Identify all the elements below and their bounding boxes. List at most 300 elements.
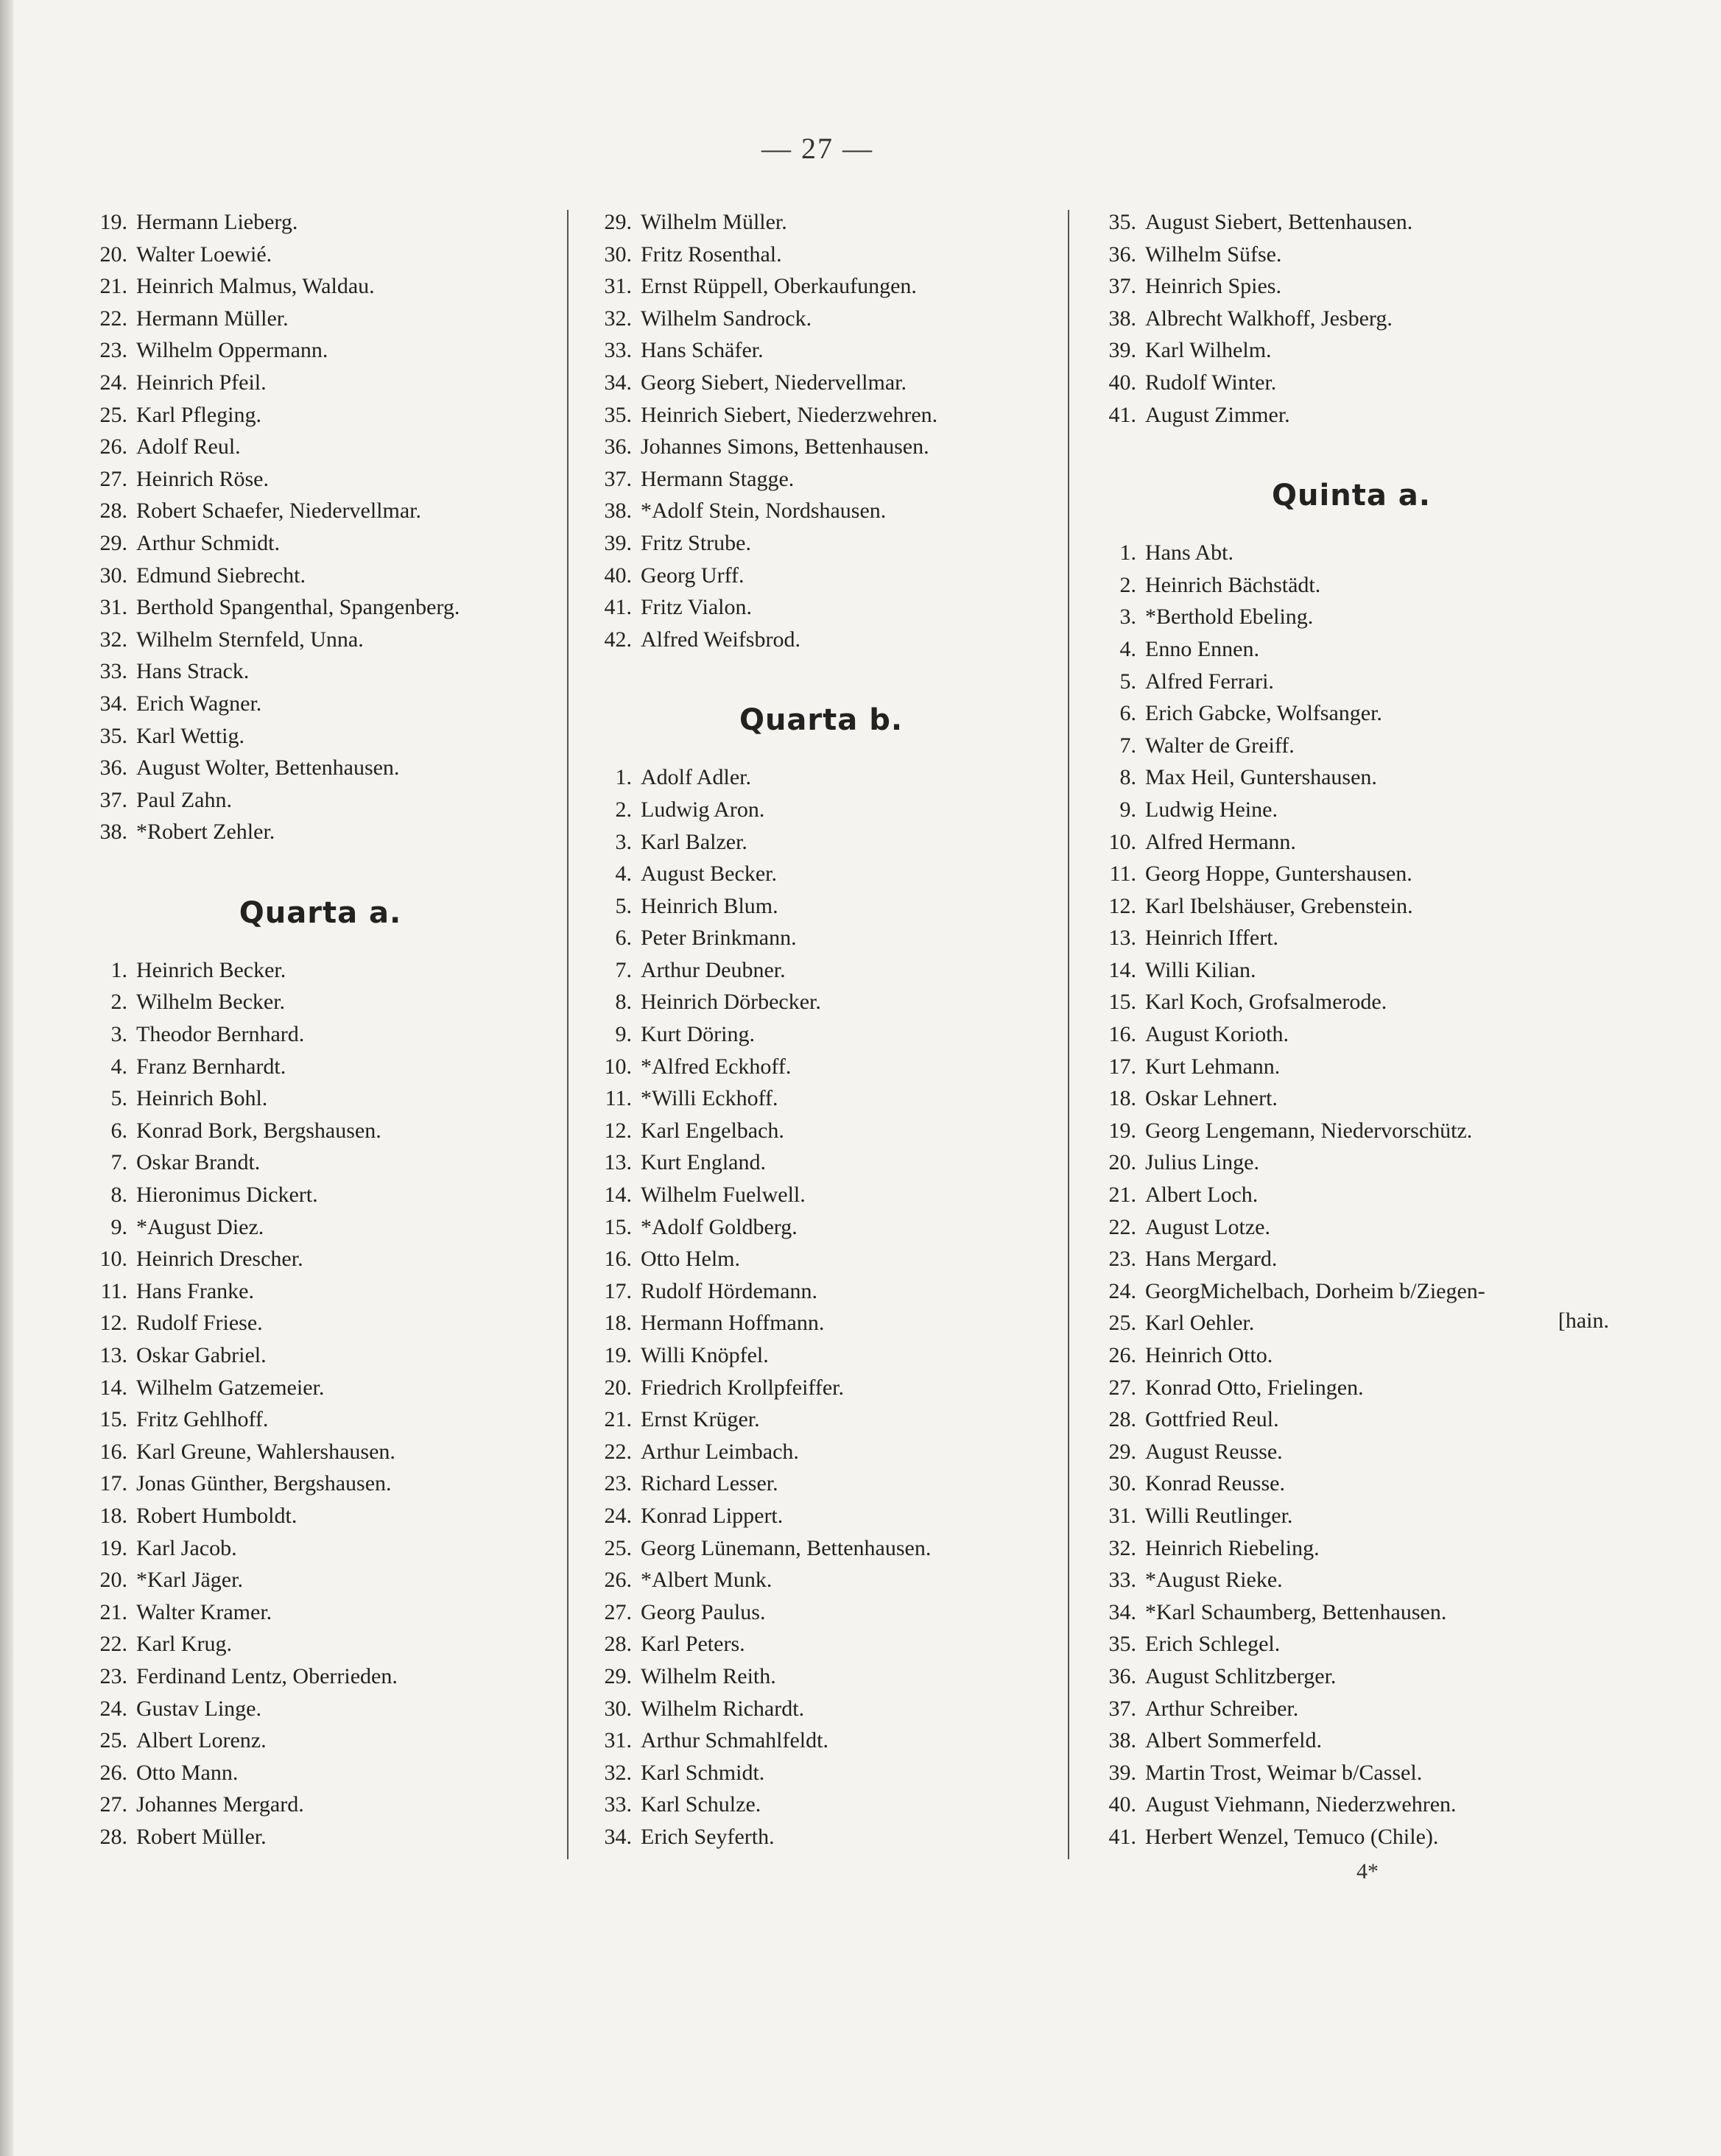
list-item-name: Walter Loewié. — [136, 242, 272, 267]
list-item — [77, 1307, 563, 1339]
list-item — [1086, 730, 1616, 762]
list-item — [1086, 1821, 1616, 1853]
list-item-name: Otto Helm. — [641, 1247, 740, 1272]
list-item — [582, 1628, 1060, 1660]
list-item-number: 27. — [99, 466, 127, 491]
list-item — [77, 752, 563, 784]
list-item — [582, 1243, 1060, 1275]
list-item-number: 19. — [99, 1535, 127, 1560]
list-item — [1086, 954, 1616, 987]
list-item-name: Wilhelm Fuelwell. — [641, 1183, 806, 1208]
list-item — [77, 1082, 563, 1115]
list-item-name: Arthur Schmahlfeldt. — [641, 1728, 828, 1753]
list-item-name: Heinrich Blum. — [641, 893, 778, 918]
list-item-number: 38. — [604, 499, 632, 524]
list-item-name: Oskar Gabriel. — [136, 1343, 267, 1367]
list-item — [582, 1789, 1060, 1821]
list-item — [1086, 1018, 1616, 1051]
list-item — [77, 1789, 563, 1821]
list-item — [582, 1051, 1060, 1083]
list-item — [582, 334, 1060, 367]
list-item-number: 19. — [604, 1343, 632, 1367]
list-item-name: Karl Schulze. — [641, 1792, 761, 1817]
list-item — [1086, 303, 1616, 335]
list-item-number: 41. — [1108, 1824, 1136, 1849]
list-item-name: Heinrich Drescher. — [136, 1247, 303, 1272]
list-item-number: 10. — [1108, 829, 1136, 854]
list-item-number: 12. — [604, 1118, 632, 1143]
list-item-name: Berthold Spangenthal, Spangenberg. — [136, 595, 460, 620]
list-item-name: *Karl Jäger. — [136, 1568, 243, 1593]
list-item-number: 14. — [99, 1375, 127, 1400]
list-item — [77, 688, 563, 720]
list-item — [77, 1275, 563, 1308]
list-item-number: 34. — [604, 370, 632, 395]
list-item-number: 28. — [1108, 1407, 1136, 1432]
list-item — [582, 624, 1060, 656]
list-item-name: Robert Müller. — [136, 1824, 267, 1849]
list-item-number: 22. — [604, 1439, 632, 1464]
list-item-number: 32. — [1108, 1535, 1136, 1560]
list-item-number: 3. — [615, 829, 632, 854]
list-item-name: Willi Knöpfel. — [641, 1343, 769, 1367]
list-item-number: 34. — [1108, 1599, 1136, 1624]
list-item-number: 29. — [99, 530, 127, 555]
list-item — [1086, 794, 1616, 826]
list-item-name: Heinrich Otto. — [1145, 1343, 1273, 1367]
list-item — [1086, 1082, 1616, 1115]
list-item-number: 17. — [1108, 1054, 1136, 1079]
list-item — [582, 1115, 1060, 1147]
list-item-number: 18. — [604, 1311, 632, 1336]
list-item — [582, 1082, 1060, 1115]
list-item-name: Karl Koch, Grofsalmerode. — [1145, 990, 1387, 1015]
list-item — [582, 1693, 1060, 1725]
list-item — [1086, 1532, 1616, 1565]
list-item-name: Erich Gabcke, Wolfsanger. — [1145, 701, 1382, 726]
list-item — [77, 1146, 563, 1179]
list-item-number: 32. — [604, 306, 632, 331]
list-item — [1086, 601, 1616, 633]
section-heading: Quarta a. — [239, 895, 402, 930]
list-item — [1086, 1757, 1616, 1789]
list-item-number: 34. — [99, 691, 127, 716]
list-item — [582, 206, 1060, 239]
list-item-name: August Korioth. — [1145, 1022, 1289, 1047]
list-item-name: Johannes Simons, Bettenhausen. — [641, 434, 929, 459]
list-item-number: 31. — [604, 1728, 632, 1753]
list-item-number: 33. — [99, 659, 127, 684]
list-item-number: 20. — [604, 1375, 632, 1400]
column-divider — [567, 210, 569, 1859]
list-item-number: 30. — [604, 1696, 632, 1721]
list-item-name: Rudolf Hördemann. — [641, 1278, 817, 1303]
list-item — [1086, 569, 1616, 602]
list-item-name: August Zimmer. — [1145, 402, 1290, 427]
list-item-number: 35. — [1108, 1632, 1136, 1657]
list-item-name: Karl Ibelshäuser, Grebenstein. — [1145, 893, 1413, 918]
list-item — [582, 1403, 1060, 1436]
list-item-name: Hermann Hoffmann. — [641, 1311, 825, 1336]
list-item-number: 33. — [604, 1792, 632, 1817]
list-item-number: 24. — [99, 370, 127, 395]
list-item-number: 36. — [604, 434, 632, 459]
list-item — [582, 303, 1060, 335]
list-item-number: 17. — [99, 1471, 127, 1496]
list-item-name: Wilhelm Richardt. — [641, 1696, 805, 1721]
list-item-name: Oskar Brandt. — [136, 1150, 261, 1175]
list-item-number: 1. — [615, 765, 632, 790]
list-item-name: Konrad Bork, Bergshausen. — [136, 1118, 381, 1143]
list-item-name: Johannes Mergard. — [136, 1792, 304, 1817]
list-item-number: 11. — [605, 1086, 632, 1111]
list-item-number: 35. — [604, 402, 632, 427]
list-item — [582, 794, 1060, 826]
list-item — [77, 1532, 563, 1565]
list-item-name: August Schlitzberger. — [1145, 1663, 1337, 1688]
list-item — [77, 1468, 563, 1500]
list-item-number: 9. — [615, 1022, 632, 1047]
list-item-name: August Lotze. — [1145, 1214, 1270, 1239]
list-item — [582, 591, 1060, 624]
list-item — [77, 1660, 563, 1693]
list-item-name: Kurt Döring. — [641, 1022, 755, 1047]
list-item — [582, 890, 1060, 923]
list-item-number: 31. — [1108, 1503, 1136, 1528]
list-item-name: Julius Linge. — [1145, 1150, 1259, 1175]
list-item-name: Alfred Ferrari. — [1145, 669, 1274, 694]
list-item-name: Ferdinand Lentz, Oberrieden. — [136, 1663, 398, 1688]
list-item-number: 4. — [1119, 636, 1136, 661]
list-item — [77, 816, 563, 848]
list-item-name: Karl Jacob. — [136, 1535, 237, 1560]
list-item-number: 23. — [99, 338, 127, 363]
list-item-number: 27. — [1108, 1375, 1136, 1400]
list-item — [77, 591, 563, 624]
list-item — [77, 655, 563, 688]
list-item — [1086, 697, 1616, 730]
list-item-number: 12. — [99, 1311, 127, 1336]
list-item — [77, 1211, 563, 1244]
list-item-number: 8. — [615, 990, 632, 1015]
list-item — [77, 954, 563, 987]
list-item-number: 34. — [604, 1824, 632, 1849]
list-item-number: 10. — [99, 1247, 127, 1272]
list-item — [582, 495, 1060, 527]
list-item — [1086, 986, 1616, 1018]
list-item — [77, 527, 563, 560]
list-item-name: Ludwig Heine. — [1145, 797, 1278, 822]
list-item-number: 41. — [1108, 402, 1136, 427]
list-item-number: 16. — [1108, 1022, 1136, 1047]
list-item-name: Hermann Stagge. — [641, 466, 795, 491]
list-item-number: 11. — [100, 1278, 127, 1303]
list-item-name: Heinrich Iffert. — [1145, 926, 1279, 951]
list-item — [77, 495, 563, 527]
list-item-name: Georg Lünemann, Bettenhausen. — [641, 1535, 932, 1560]
list-item-number: 23. — [604, 1471, 632, 1496]
list-item-number: 38. — [1108, 306, 1136, 331]
list-item-number: 30. — [604, 242, 632, 267]
list-item — [77, 1596, 563, 1629]
list-item — [582, 858, 1060, 890]
list-item-name: Martin Trost, Weimar b/Cassel. — [1145, 1760, 1423, 1785]
list-item-name: Adolf Reul. — [136, 434, 241, 459]
list-item-number: 27. — [99, 1792, 127, 1817]
list-item-number: 22. — [1108, 1214, 1136, 1239]
list-item — [1086, 1596, 1616, 1629]
list-item-name: Karl Pfleging. — [136, 402, 261, 427]
list-item-name: Karl Schmidt. — [641, 1760, 765, 1785]
list-item — [1086, 858, 1616, 890]
list-item — [582, 527, 1060, 560]
list-item-name: Georg Urff. — [641, 563, 745, 588]
list-item-number: 36. — [99, 755, 127, 781]
list-item-number: 41. — [604, 595, 632, 620]
list-item — [1086, 1725, 1616, 1757]
list-item-number: 35. — [99, 723, 127, 748]
list-item-name: Hieronimus Dickert. — [136, 1183, 318, 1208]
list-item-number: 28. — [99, 499, 127, 524]
list-item — [1086, 270, 1616, 303]
list-item — [77, 1693, 563, 1725]
list-item-name: Friedrich Krollpfeiffer. — [641, 1375, 845, 1400]
list-item-number: 36. — [1108, 1663, 1136, 1688]
list-item-number: 6. — [615, 926, 632, 951]
list-item-number: 2. — [1119, 572, 1136, 597]
list-item-name: *Willi Eckhoff. — [641, 1086, 778, 1111]
list-item — [582, 986, 1060, 1018]
list-item-number: 6. — [110, 1118, 127, 1143]
list-item-number: 21. — [99, 274, 127, 299]
list-item — [1086, 1051, 1616, 1083]
list-item — [1086, 1660, 1616, 1693]
list-item-number: 2. — [110, 990, 127, 1015]
list-item-name: Heinrich Spies. — [1145, 274, 1281, 299]
list-item-name: Heinrich Riebeling. — [1145, 1535, 1320, 1560]
list-item — [582, 560, 1060, 592]
list-item-name: Albert Loch. — [1145, 1183, 1259, 1208]
list-item — [1086, 399, 1616, 431]
list-item-name: GeorgMichelbach, Dorheim b/Ziegen- — [1145, 1278, 1485, 1303]
page-number: — 27 — — [761, 132, 873, 165]
list-item-number: 24. — [1108, 1278, 1136, 1303]
list-item-name: Edmund Siebrecht. — [136, 563, 306, 588]
list-item — [77, 1436, 563, 1468]
list-item-number: 28. — [604, 1632, 632, 1657]
list-item-number: 32. — [99, 627, 127, 652]
list-item — [582, 1179, 1060, 1211]
list-item-continuation: [hain. — [1558, 1308, 1609, 1333]
list-item — [77, 1115, 563, 1147]
list-item — [1086, 1339, 1616, 1372]
list-item-name: Hermann Lieberg. — [136, 210, 298, 234]
list-item-name: Arthur Leimbach. — [641, 1439, 799, 1464]
list-item — [582, 1146, 1060, 1179]
page-edge-shadow — [0, 0, 13, 2156]
list-item — [77, 1372, 563, 1404]
list-item — [582, 1018, 1060, 1051]
list-item-number: 30. — [1108, 1471, 1136, 1496]
list-item — [77, 986, 563, 1018]
list-item-number: 23. — [1108, 1247, 1136, 1272]
list-item — [582, 1339, 1060, 1372]
list-item-number: 36. — [1108, 242, 1136, 267]
list-item-name: Ludwig Aron. — [641, 797, 765, 822]
list-item-number: 13. — [99, 1343, 127, 1367]
list-item-number: 40. — [1108, 370, 1136, 395]
list-item-number: 39. — [1108, 338, 1136, 363]
list-item-number: 37. — [1108, 274, 1136, 299]
list-item — [582, 1725, 1060, 1757]
list-item-number: 4. — [615, 862, 632, 887]
list-item-name: Ernst Krüger. — [641, 1407, 760, 1432]
list-item-name: Herbert Wenzel, Temuco (Chile). — [1145, 1824, 1439, 1849]
list-item-number: 24. — [604, 1503, 632, 1528]
list-item-name: Richard Lesser. — [641, 1471, 778, 1496]
list-item-number: 31. — [99, 595, 127, 620]
signature-mark: 4* — [1356, 1859, 1379, 1884]
list-item — [1086, 367, 1616, 399]
list-item-name: Konrad Reusse. — [1145, 1471, 1285, 1496]
list-item-number: 20. — [99, 242, 127, 267]
list-item-name: Karl Wettig. — [136, 723, 244, 748]
column-3 — [1086, 206, 1616, 1853]
list-item-name: Fritz Vialon. — [641, 595, 752, 620]
list-item-number: 29. — [604, 210, 632, 234]
list-item-number: 19. — [1108, 1118, 1136, 1143]
list-item-number: 26. — [99, 1760, 127, 1785]
list-item-name: Georg Siebert, Niedervellmar. — [641, 370, 907, 395]
list-item — [77, 1179, 563, 1211]
list-item — [1086, 1500, 1616, 1532]
list-item — [77, 463, 563, 496]
list-item — [1086, 537, 1616, 569]
list-item-number: 1. — [110, 957, 127, 982]
list-item-number: 5. — [615, 893, 632, 918]
list-item-name: Heinrich Dörbecker. — [641, 990, 821, 1015]
list-item — [77, 784, 563, 817]
list-item-name: Albert Lorenz. — [136, 1728, 267, 1753]
list-item-number: 40. — [604, 563, 632, 588]
list-item-number: 37. — [604, 466, 632, 491]
list-item-number: 37. — [99, 787, 127, 812]
list-item-name: Karl Balzer. — [641, 829, 747, 854]
list-item — [1086, 1468, 1616, 1500]
list-item-name: Konrad Otto, Frielingen. — [1145, 1375, 1364, 1400]
list-item-name: Robert Humboldt. — [136, 1503, 298, 1528]
list-item — [77, 239, 563, 271]
list-item-name: Fritz Rosenthal. — [641, 242, 782, 267]
list-item — [1086, 1307, 1616, 1339]
list-item — [77, 560, 563, 592]
list-item-number: 21. — [99, 1599, 127, 1624]
list-item-number: 23. — [99, 1663, 127, 1688]
list-item-number: 40. — [1108, 1792, 1136, 1817]
list-item-name: *Albert Munk. — [641, 1568, 772, 1593]
list-item — [582, 431, 1060, 463]
list-item-name: *August Diez. — [136, 1214, 264, 1239]
list-item — [582, 826, 1060, 859]
list-item-name: August Reusse. — [1145, 1439, 1283, 1464]
list-item-number: 35. — [1108, 210, 1136, 234]
list-item-name: Arthur Schmidt. — [136, 530, 280, 555]
list-item — [582, 1307, 1060, 1339]
list-item-name: August Wolter, Bettenhausen. — [136, 755, 400, 781]
list-item — [77, 399, 563, 431]
list-item — [1086, 1146, 1616, 1179]
list-item-name: Kurt Lehmann. — [1145, 1054, 1281, 1079]
list-item-number: 29. — [604, 1663, 632, 1688]
list-item-number: 26. — [1108, 1343, 1136, 1367]
list-item-number: 22. — [99, 306, 127, 331]
list-item-name: Rudolf Friese. — [136, 1311, 263, 1336]
list-item-number: 7. — [110, 1150, 127, 1175]
list-item — [1086, 1693, 1616, 1725]
list-item — [582, 463, 1060, 496]
list-item-number: 21. — [604, 1407, 632, 1432]
list-item-number: 33. — [1108, 1568, 1136, 1593]
list-item — [582, 1660, 1060, 1693]
list-item — [582, 1564, 1060, 1596]
list-item-name: Wilhelm Oppermann. — [136, 338, 328, 363]
list-item-number: 3. — [110, 1022, 127, 1047]
list-item-number: 39. — [1108, 1760, 1136, 1785]
list-item-name: Karl Engelbach. — [641, 1118, 784, 1143]
list-item-number: 27. — [604, 1599, 632, 1624]
list-item — [582, 1532, 1060, 1565]
list-item-name: Heinrich Pfeil. — [136, 370, 267, 395]
list-item-name: Hans Strack. — [136, 659, 250, 684]
list-item-name: Fritz Gehlhoff. — [136, 1407, 269, 1432]
list-item — [77, 1339, 563, 1372]
list-item-number: 13. — [604, 1150, 632, 1175]
list-item — [582, 270, 1060, 303]
list-item-number: 18. — [99, 1503, 127, 1528]
list-item — [582, 1275, 1060, 1308]
list-item-name: Heinrich Becker. — [136, 957, 286, 982]
list-item-number: 38. — [99, 820, 127, 845]
list-item-number: 17. — [604, 1278, 632, 1303]
list-item — [77, 1243, 563, 1275]
list-item-name: *Adolf Goldberg. — [641, 1214, 798, 1239]
list-item — [582, 1757, 1060, 1789]
list-item — [77, 1564, 563, 1596]
list-item-name: Karl Peters. — [641, 1632, 745, 1657]
list-item-name: Wilhelm Becker. — [136, 990, 286, 1015]
list-item — [582, 1596, 1060, 1629]
list-item — [582, 239, 1060, 271]
list-item-name: Paul Zahn. — [136, 787, 232, 812]
list-item-name: Georg Hoppe, Guntershausen. — [1145, 862, 1412, 887]
list-item — [1086, 826, 1616, 859]
list-item-name: Heinrich Siebert, Niederzwehren. — [641, 402, 938, 427]
list-item-name: Arthur Deubner. — [641, 957, 786, 982]
list-item-number: 8. — [1119, 765, 1136, 790]
list-item-number: 9. — [110, 1214, 127, 1239]
list-item-number: 12. — [1108, 893, 1136, 918]
list-item-name: Ernst Rüppell, Oberkaufungen. — [641, 274, 917, 299]
list-item — [77, 1821, 563, 1853]
list-item — [582, 922, 1060, 954]
list-item-name: Walter de Greiff. — [1145, 733, 1295, 758]
list-item — [1086, 1211, 1616, 1244]
list-item-number: 1. — [1119, 540, 1136, 566]
list-item-name: Konrad Lippert. — [641, 1503, 784, 1528]
list-item-number: 25. — [99, 402, 127, 427]
list-item-number: 19. — [99, 210, 127, 234]
list-item-name: *Karl Schaumberg, Bettenhausen. — [1145, 1599, 1447, 1624]
